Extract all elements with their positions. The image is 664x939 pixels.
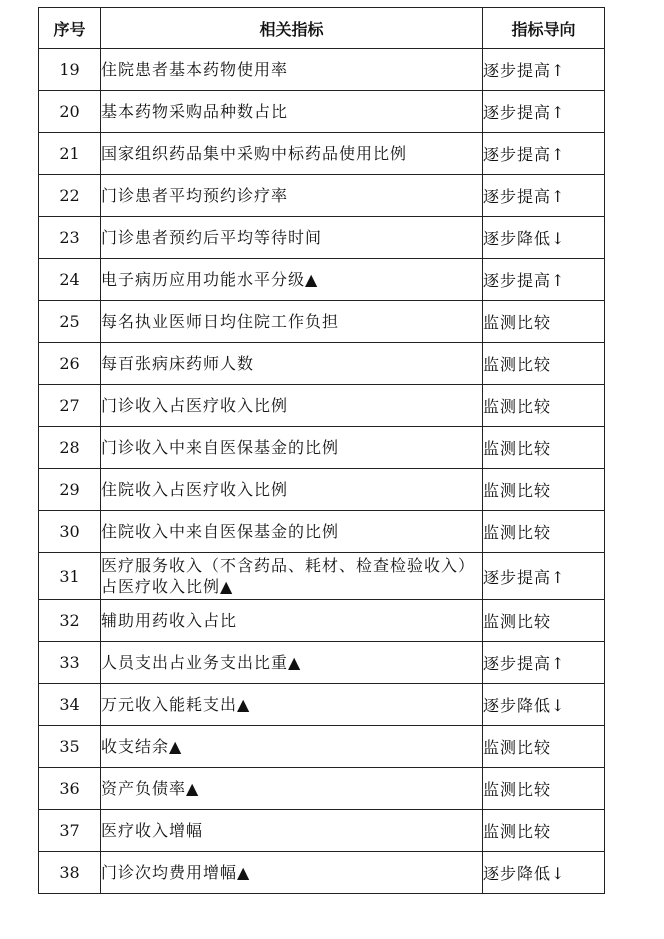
row-indicator: 基本药物采购品种数占比 bbox=[101, 91, 483, 133]
row-number: 33 bbox=[39, 642, 101, 684]
row-direction: 监测比较 bbox=[483, 469, 605, 511]
table-row bbox=[39, 385, 605, 427]
row-number: 27 bbox=[39, 385, 101, 427]
row-number: 34 bbox=[39, 684, 101, 726]
table-row bbox=[39, 217, 605, 259]
row-direction: 监测比较 bbox=[483, 726, 605, 768]
row-indicator: 医疗服务收入（不含药品、耗材、检查检验收入）占医疗收入比例▲ bbox=[101, 553, 483, 600]
row-direction: 逐步提高↑ bbox=[483, 642, 605, 684]
table-row bbox=[39, 810, 605, 852]
row-indicator: 每名执业医师日均住院工作负担 bbox=[101, 301, 483, 343]
row-indicator: 辅助用药收入占比 bbox=[101, 600, 483, 642]
row-direction: 逐步提高↑ bbox=[483, 91, 605, 133]
table-row bbox=[39, 175, 605, 217]
header-direction: 指标导向 bbox=[483, 8, 605, 49]
row-direction: 逐步提高↑ bbox=[483, 49, 605, 91]
row-direction: 逐步提高↑ bbox=[483, 553, 605, 600]
row-number: 32 bbox=[39, 600, 101, 642]
row-indicator: 人员支出占业务支出比重▲ bbox=[101, 642, 483, 684]
row-direction: 逐步降低↓ bbox=[483, 684, 605, 726]
table-row bbox=[39, 49, 605, 91]
header-row bbox=[39, 8, 605, 49]
row-indicator: 门诊收入占医疗收入比例 bbox=[101, 385, 483, 427]
table-row bbox=[39, 301, 605, 343]
table-row bbox=[39, 511, 605, 553]
row-indicator: 门诊收入中来自医保基金的比例 bbox=[101, 427, 483, 469]
row-number: 29 bbox=[39, 469, 101, 511]
table-row bbox=[39, 852, 605, 894]
table-header bbox=[39, 8, 605, 49]
table-row bbox=[39, 642, 605, 684]
row-indicator: 门诊患者预约后平均等待时间 bbox=[101, 217, 483, 259]
row-direction: 监测比较 bbox=[483, 600, 605, 642]
row-number: 25 bbox=[39, 301, 101, 343]
row-indicator: 门诊次均费用增幅▲ bbox=[101, 852, 483, 894]
row-indicator: 住院收入中来自医保基金的比例 bbox=[101, 511, 483, 553]
row-direction: 逐步提高↑ bbox=[483, 175, 605, 217]
row-direction: 监测比较 bbox=[483, 810, 605, 852]
table-row bbox=[39, 768, 605, 810]
row-direction: 监测比较 bbox=[483, 301, 605, 343]
table-row bbox=[39, 726, 605, 768]
row-direction: 逐步降低↓ bbox=[483, 217, 605, 259]
row-number: 31 bbox=[39, 553, 101, 600]
row-direction: 逐步提高↑ bbox=[483, 259, 605, 301]
row-indicator: 收支结余▲ bbox=[101, 726, 483, 768]
row-direction: 监测比较 bbox=[483, 427, 605, 469]
row-direction: 监测比较 bbox=[483, 385, 605, 427]
row-number: 35 bbox=[39, 726, 101, 768]
row-indicator: 每百张病床药师人数 bbox=[101, 343, 483, 385]
header-indicator: 相关指标 bbox=[101, 8, 483, 49]
row-indicator: 资产负债率▲ bbox=[101, 768, 483, 810]
table-row bbox=[39, 427, 605, 469]
table-row bbox=[39, 343, 605, 385]
row-number: 38 bbox=[39, 852, 101, 894]
table-row bbox=[39, 133, 605, 175]
row-number: 20 bbox=[39, 91, 101, 133]
indicator-table bbox=[38, 7, 605, 894]
table-body bbox=[39, 49, 605, 894]
row-number: 24 bbox=[39, 259, 101, 301]
row-indicator: 电子病历应用功能水平分级▲ bbox=[101, 259, 483, 301]
row-direction: 逐步提高↑ bbox=[483, 133, 605, 175]
row-indicator: 住院患者基本药物使用率 bbox=[101, 49, 483, 91]
row-number: 36 bbox=[39, 768, 101, 810]
row-number: 19 bbox=[39, 49, 101, 91]
row-number: 26 bbox=[39, 343, 101, 385]
row-indicator: 万元收入能耗支出▲ bbox=[101, 684, 483, 726]
table-row bbox=[39, 469, 605, 511]
row-direction: 监测比较 bbox=[483, 768, 605, 810]
row-indicator: 医疗收入增幅 bbox=[101, 810, 483, 852]
row-direction: 监测比较 bbox=[483, 343, 605, 385]
table-row bbox=[39, 553, 605, 600]
row-number: 21 bbox=[39, 133, 101, 175]
table-row bbox=[39, 600, 605, 642]
row-number: 23 bbox=[39, 217, 101, 259]
row-direction: 逐步降低↓ bbox=[483, 852, 605, 894]
row-number: 37 bbox=[39, 810, 101, 852]
table-row bbox=[39, 684, 605, 726]
row-direction: 监测比较 bbox=[483, 511, 605, 553]
row-number: 30 bbox=[39, 511, 101, 553]
table-row bbox=[39, 91, 605, 133]
row-number: 28 bbox=[39, 427, 101, 469]
row-indicator: 国家组织药品集中采购中标药品使用比例 bbox=[101, 133, 483, 175]
row-indicator: 住院收入占医疗收入比例 bbox=[101, 469, 483, 511]
row-number: 22 bbox=[39, 175, 101, 217]
table-row bbox=[39, 259, 605, 301]
row-indicator: 门诊患者平均预约诊疗率 bbox=[101, 175, 483, 217]
header-number: 序号 bbox=[39, 8, 101, 49]
